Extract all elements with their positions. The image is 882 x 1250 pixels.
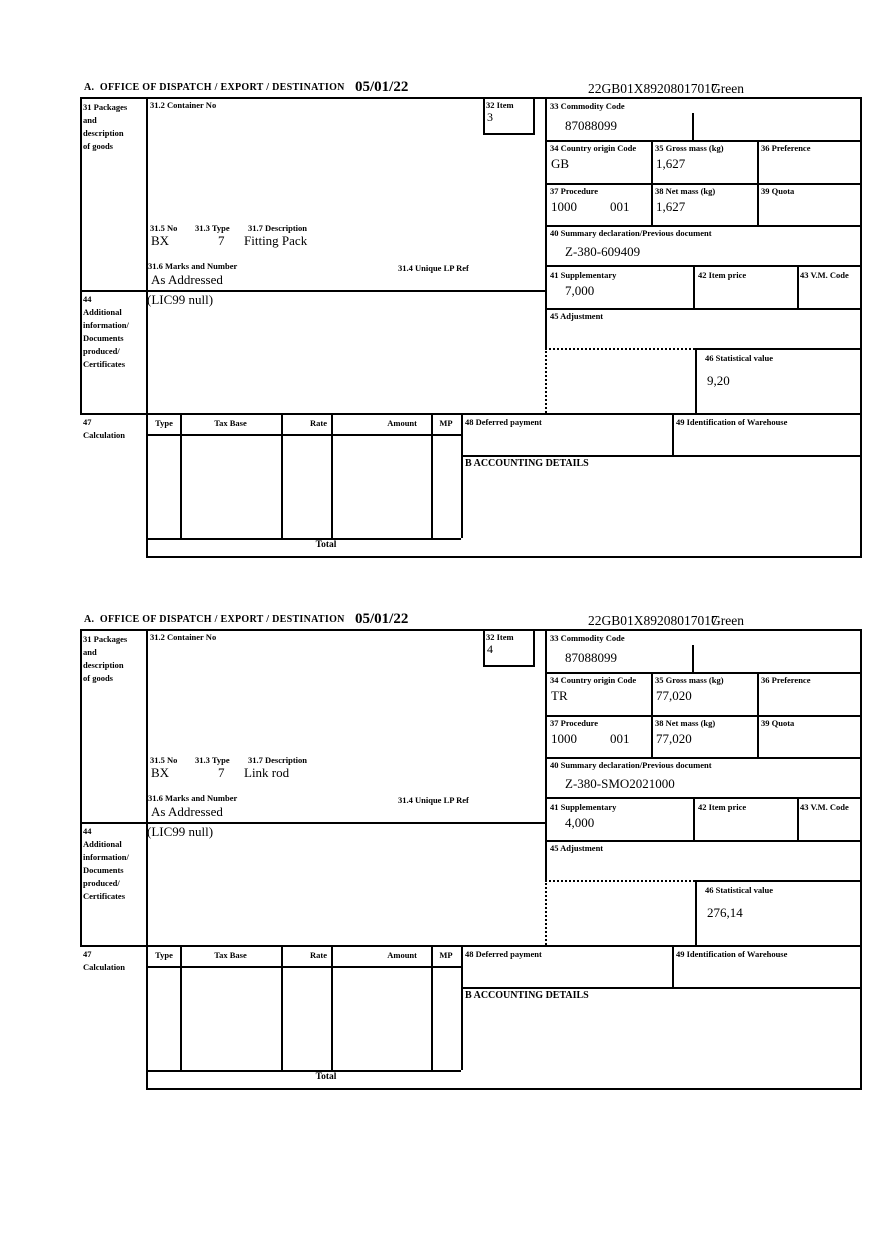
table-column-line	[331, 945, 333, 1070]
date-value: 05/01/22	[355, 79, 409, 95]
dotted-divider-line	[545, 880, 547, 945]
route-value: Green	[711, 613, 744, 628]
previous-document-value: Z-380-609409	[565, 244, 641, 259]
divider-line	[461, 987, 860, 989]
box31-label: and	[83, 647, 97, 657]
procedure-2-value: 001	[610, 199, 630, 214]
marks-value: As Addressed	[151, 804, 223, 819]
box31-label: 31 Packages	[83, 102, 128, 112]
description-label: 31.7 Description	[248, 755, 308, 765]
box44-label: Documents	[83, 333, 124, 343]
office-of-dispatch-label: A. OFFICE OF DISPATCH / EXPORT / DESTINATION	[84, 614, 345, 625]
table-header-rate: Rate	[310, 950, 327, 960]
table-header-rate: Rate	[310, 418, 327, 428]
total-label: Total	[315, 1072, 337, 1082]
package-no-label: 31.5 No	[150, 755, 178, 765]
preference-label: 36 Preference	[761, 143, 811, 153]
divider-line	[757, 672, 759, 757]
previous-document-value: Z-380-SMO2021000	[565, 776, 675, 791]
table-column-line	[331, 413, 333, 538]
deferred-payment-label: 48 Deferred payment	[465, 417, 542, 427]
divider-line	[757, 140, 759, 225]
gross-mass-label: 35 Gross mass (kg)	[655, 675, 724, 685]
package-type-value: 7	[218, 765, 225, 780]
item-price-label: 42 Item price	[698, 802, 747, 812]
gross-mass-value: 77,020	[656, 688, 692, 703]
deferred-payment-label: 48 Deferred payment	[465, 949, 542, 959]
accounting-details-label: B ACCOUNTING DETAILS	[465, 458, 589, 469]
divider-line	[483, 97, 485, 133]
package-code-value: BX	[151, 765, 170, 780]
box44-label: Certificates	[83, 891, 126, 901]
divider-line	[545, 840, 860, 842]
country-origin-value: GB	[551, 156, 570, 171]
commodity-code-label: 33 Commodity Code	[550, 633, 625, 643]
divider-line	[545, 797, 860, 799]
quota-label: 39 Quota	[761, 718, 795, 728]
additional-information-value: (LIC99 null)	[147, 824, 214, 839]
item-price-label: 42 Item price	[698, 270, 747, 280]
divider-line	[860, 97, 862, 558]
table-header-mp: MP	[439, 418, 453, 428]
dotted-divider-line	[545, 348, 695, 350]
previous-document-label: 40 Summary declaration/Previous document	[550, 228, 712, 238]
supplementary-label: 41 Supplementary	[550, 270, 617, 280]
description-value: Fitting Pack	[244, 233, 308, 248]
marks-label: 31.6 Marks and Number	[148, 261, 238, 271]
divider-line	[80, 629, 82, 945]
divider-line	[797, 265, 799, 308]
divider-line	[672, 945, 674, 987]
package-type-label: 31.3 Type	[195, 755, 230, 765]
route-value: Green	[711, 81, 744, 96]
marks-label: 31.6 Marks and Number	[148, 793, 238, 803]
divider-line	[695, 348, 697, 413]
box47-label: Calculation	[83, 962, 126, 972]
divider-line	[483, 665, 535, 667]
package-type-value: 7	[218, 233, 225, 248]
procedure-value: 1000	[551, 731, 577, 746]
divider-line	[545, 97, 547, 348]
divider-line	[80, 97, 861, 99]
divider-line	[533, 629, 535, 667]
preference-label: 36 Preference	[761, 675, 811, 685]
net-mass-value: 77,020	[656, 731, 692, 746]
accounting-details-label: B ACCOUNTING DETAILS	[465, 990, 589, 1001]
table-column-line	[431, 413, 433, 538]
table-column-line	[461, 413, 463, 538]
net-mass-label: 38 Net mass (kg)	[655, 186, 716, 196]
table-header-amount: Amount	[387, 950, 417, 960]
statistical-value: 276,14	[707, 905, 743, 920]
box44-label: information/	[83, 852, 129, 862]
warehouse-id-label: 49 Identification of Warehouse	[676, 417, 788, 427]
divider-line	[148, 434, 461, 436]
divider-line	[545, 183, 860, 185]
previous-document-label: 40 Summary declaration/Previous document	[550, 760, 712, 770]
divider-line	[797, 797, 799, 840]
box31-label: description	[83, 128, 124, 138]
procedure-label: 37 Procedure	[550, 186, 599, 196]
divider-line	[695, 880, 697, 945]
net-mass-value: 1,627	[656, 199, 686, 214]
supplementary-value: 4,000	[565, 815, 595, 830]
customs-item-form-2	[78, 613, 862, 1091]
divider-line	[80, 413, 860, 415]
item-number-value: 4	[487, 642, 493, 656]
gross-mass-value: 1,627	[656, 156, 686, 171]
divider-line	[146, 97, 148, 558]
divider-line	[146, 629, 148, 1090]
entry-number-value: 22GB01X89208017017	[588, 613, 718, 628]
table-column-line	[431, 945, 433, 1070]
country-origin-label: 34 Country origin Code	[550, 675, 637, 685]
table-header-amount: Amount	[387, 418, 417, 428]
customs-item-form-1	[78, 81, 862, 559]
box31-label: and	[83, 115, 97, 125]
commodity-code-value: 87088099	[565, 650, 617, 665]
box44-label: produced/	[83, 878, 120, 888]
box44-label: Additional	[83, 307, 122, 317]
box31-label: 31 Packages	[83, 634, 128, 644]
box31-label: of goods	[83, 673, 113, 683]
supplementary-value: 7,000	[565, 283, 595, 298]
procedure-2-value: 001	[610, 731, 630, 746]
description-label: 31.7 Description	[248, 223, 308, 233]
divider-line	[146, 1088, 860, 1090]
box31-label: of goods	[83, 141, 113, 151]
table-column-line	[180, 945, 182, 1070]
box44-label: Certificates	[83, 359, 126, 369]
dotted-divider-line	[545, 348, 547, 413]
package-no-label: 31.5 No	[150, 223, 178, 233]
commodity-code-value: 87088099	[565, 118, 617, 133]
box31-label: description	[83, 660, 124, 670]
dotted-divider-line	[545, 880, 695, 882]
warehouse-id-label: 49 Identification of Warehouse	[676, 949, 788, 959]
supplementary-label: 41 Supplementary	[550, 802, 617, 812]
adjustment-label: 45 Adjustment	[550, 843, 604, 853]
box44-label: Additional	[83, 839, 122, 849]
divider-line	[693, 797, 695, 840]
divider-line	[545, 672, 860, 674]
quota-label: 39 Quota	[761, 186, 795, 196]
country-origin-label: 34 Country origin Code	[550, 143, 637, 153]
divider-line	[545, 629, 547, 880]
vm-code-label: 43 V.M. Code	[800, 270, 849, 280]
divider-line	[148, 966, 461, 968]
divider-line	[483, 629, 485, 665]
table-column-line	[281, 945, 283, 1070]
divider-line	[461, 455, 860, 457]
box44-label: produced/	[83, 346, 120, 356]
adjustment-label: 45 Adjustment	[550, 311, 604, 321]
table-header-tax-base: Tax Base	[214, 418, 247, 428]
divider-line	[651, 672, 653, 757]
additional-information-value: (LIC99 null)	[147, 292, 214, 307]
description-value: Link rod	[244, 765, 290, 780]
procedure-value: 1000	[551, 199, 577, 214]
divider-line	[545, 715, 860, 717]
box44-label: 44	[83, 826, 92, 836]
divider-line	[545, 265, 860, 267]
divider-line	[695, 880, 860, 882]
item-label: 32 Item	[486, 100, 514, 110]
divider-line	[545, 757, 860, 759]
table-header-type: Type	[155, 950, 173, 960]
commodity-subdivider-line	[692, 645, 694, 672]
box47-label: 47	[83, 417, 92, 427]
divider-line	[146, 556, 860, 558]
package-type-label: 31.3 Type	[195, 223, 230, 233]
table-column-line	[281, 413, 283, 538]
divider-line	[672, 413, 674, 455]
divider-line	[860, 629, 862, 1090]
divider-line	[545, 225, 860, 227]
table-header-type: Type	[155, 418, 173, 428]
net-mass-label: 38 Net mass (kg)	[655, 718, 716, 728]
box44-label: 44	[83, 294, 92, 304]
vm-code-label: 43 V.M. Code	[800, 802, 849, 812]
item-number-value: 3	[487, 110, 493, 124]
table-column-line	[461, 945, 463, 1070]
unique-lp-ref-label: 31.4 Unique LP Ref	[398, 263, 469, 273]
divider-line	[533, 97, 535, 135]
statistical-value-label: 46 Statistical value	[705, 353, 773, 363]
date-value: 05/01/22	[355, 611, 409, 627]
gross-mass-label: 35 Gross mass (kg)	[655, 143, 724, 153]
total-label: Total	[315, 540, 337, 550]
entry-number-value: 22GB01X89208017017	[588, 81, 718, 96]
divider-line	[483, 133, 535, 135]
statistical-value: 9,20	[707, 373, 730, 388]
divider-line	[545, 308, 860, 310]
divider-line	[545, 140, 860, 142]
item-label: 32 Item	[486, 632, 514, 642]
divider-line	[80, 629, 861, 631]
package-code-value: BX	[151, 233, 170, 248]
statistical-value-label: 46 Statistical value	[705, 885, 773, 895]
container-no-label: 31.2 Container No	[150, 632, 217, 642]
unique-lp-ref-label: 31.4 Unique LP Ref	[398, 795, 469, 805]
box47-label: 47	[83, 949, 92, 959]
commodity-subdivider-line	[692, 113, 694, 140]
table-header-mp: MP	[439, 950, 453, 960]
country-origin-value: TR	[551, 688, 568, 703]
container-no-label: 31.2 Container No	[150, 100, 217, 110]
divider-line	[80, 97, 82, 413]
box44-label: information/	[83, 320, 129, 330]
commodity-code-label: 33 Commodity Code	[550, 101, 625, 111]
table-column-line	[180, 413, 182, 538]
divider-line	[651, 140, 653, 225]
divider-line	[695, 348, 860, 350]
table-header-tax-base: Tax Base	[214, 950, 247, 960]
box44-label: Documents	[83, 865, 124, 875]
procedure-label: 37 Procedure	[550, 718, 599, 728]
box47-label: Calculation	[83, 430, 126, 440]
marks-value: As Addressed	[151, 272, 223, 287]
divider-line	[693, 265, 695, 308]
divider-line	[80, 945, 860, 947]
office-of-dispatch-label: A. OFFICE OF DISPATCH / EXPORT / DESTINATION	[84, 82, 345, 93]
